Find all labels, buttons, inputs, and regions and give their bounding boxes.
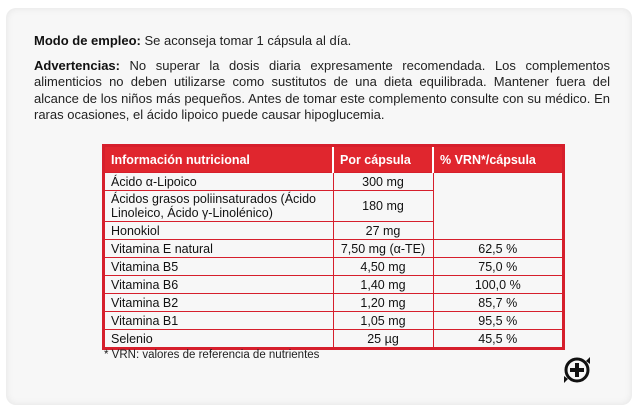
table-row [104, 258, 564, 276]
nutrient-vrn-empty [433, 173, 564, 240]
header-per-capsule: Por cápsula [333, 146, 433, 173]
nutrient-amount: 4,50 mg [333, 258, 433, 276]
usage-paragraph [34, 33, 610, 50]
nutrient-name: Vitamina B1 [104, 312, 334, 330]
nutrient-amount: 25 µg [333, 330, 433, 349]
nutrient-amount: 1,40 mg [333, 276, 433, 294]
warnings-text: No superar la dosis diaria expresamente recomendada. Los complementos alimenticios no deben utilizarse como sustitutos de una dieta equilibrada. Mantener fuera del alcance de los niños más pequeños. Antes de tomar este complemento consulte con su médico. En raras ocasiones, el ácido lipoico puede causar hipoglucemia. [34, 57, 610, 122]
instructions-text [34, 33, 610, 124]
nutrient-name: Vitamina B6 [104, 276, 334, 294]
nutrient-name: Vitamina B2 [104, 294, 334, 312]
warnings-paragraph [34, 58, 610, 124]
header-nutrition-info: Información nutricional [104, 146, 334, 173]
nutrient-vrn: 75,0 % [433, 258, 564, 276]
table-row [104, 173, 564, 191]
nutrient-amount: 300 mg [333, 173, 433, 191]
nutrient-vrn: 95,5 % [433, 312, 564, 330]
nutrient-amount: 27 mg [333, 222, 433, 240]
usage-text: Se aconseja tomar 1 cápsula al día. [140, 33, 352, 48]
nutrient-name: Selenio [104, 330, 334, 349]
table-row [104, 312, 564, 330]
nutrient-vrn: 100,0 % [433, 276, 564, 294]
nutrient-vrn: 85,7 % [433, 294, 564, 312]
nutrient-vrn: 45,5 % [433, 330, 564, 349]
nutrient-name: Ácidos grasos poliinsaturados (Ácido Linoleico, Ácido γ-Linolénico) [104, 191, 334, 222]
nutrient-vrn: 62,5 % [433, 240, 564, 258]
warnings-label: Advertencias: [34, 57, 120, 73]
nutrient-name: Ácido α-Lipoico [104, 173, 334, 191]
usage-label: Modo de empleo: [34, 33, 141, 48]
nutrient-amount: 1,05 mg [333, 312, 433, 330]
header-vrn-per-capsule: % VRN*/cápsula [433, 146, 564, 173]
recycle-plus-icon [562, 355, 592, 385]
vrn-footnote: * VRN: valores de referencia de nutrientes [104, 349, 320, 361]
table-row [104, 240, 564, 258]
nutrient-amount: 180 mg [333, 191, 433, 222]
nutrient-amount: 1,20 mg [333, 294, 433, 312]
nutrient-amount: 7,50 mg (α-TE) [333, 240, 433, 258]
table-row [104, 294, 564, 312]
nutrition-table-header [104, 146, 564, 173]
nutrient-name: Honokiol [104, 222, 334, 240]
nutrient-name: Vitamina B5 [104, 258, 334, 276]
nutrient-name: Vitamina E natural [104, 240, 334, 258]
table-row [104, 330, 564, 349]
nutrition-table [102, 144, 565, 350]
table-row [104, 276, 564, 294]
